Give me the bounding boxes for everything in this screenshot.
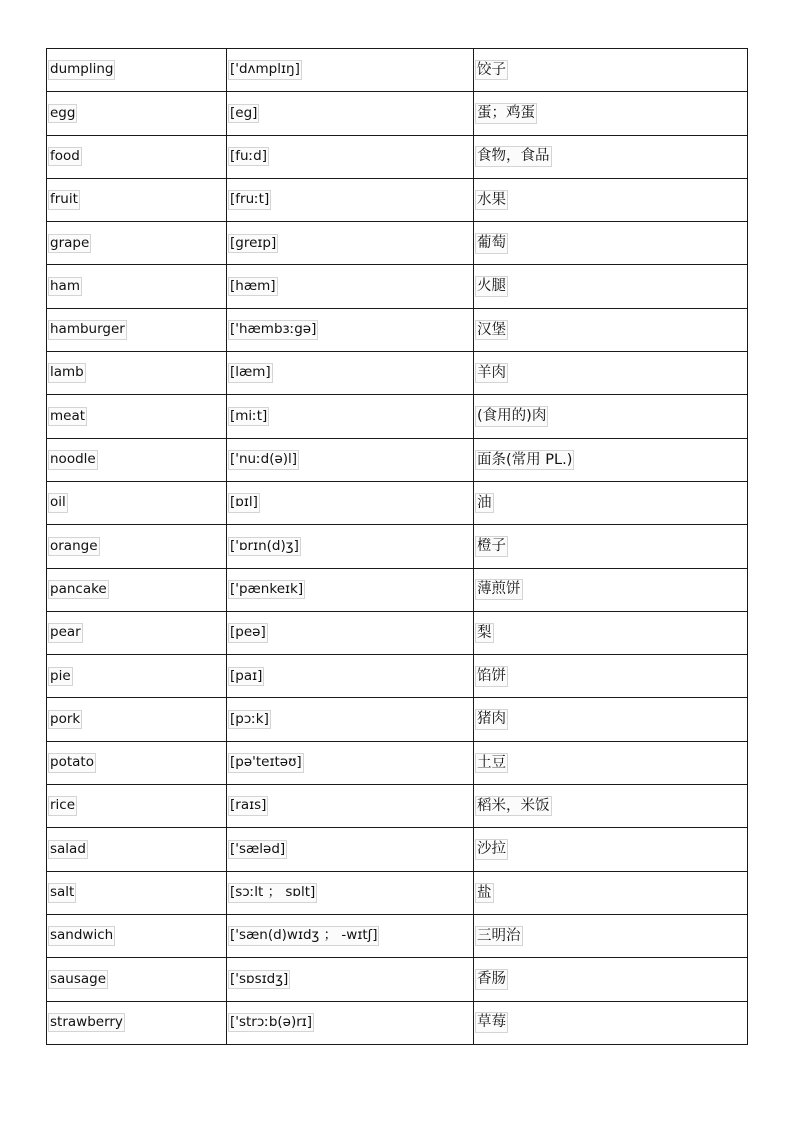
word-cell (47, 785, 227, 828)
meaning-cell (474, 871, 748, 914)
word-text: salad (48, 840, 88, 860)
word-text: potato (48, 753, 96, 773)
word-text: lamb (48, 363, 86, 383)
phonetic-text: [miːt] (228, 407, 269, 427)
meaning-cell (474, 135, 748, 178)
phonetic-cell (227, 481, 474, 524)
table-row (47, 525, 748, 568)
word-text: pie (48, 667, 73, 687)
phonetic-cell (227, 178, 474, 221)
meaning-cell (474, 525, 748, 568)
meaning-text: 稻米，米饭 (475, 796, 552, 817)
meaning-cell (474, 265, 748, 308)
word-cell (47, 871, 227, 914)
word-cell (47, 958, 227, 1001)
table-row (47, 1001, 748, 1044)
word-cell (47, 49, 227, 92)
meaning-text: 梨 (475, 623, 494, 644)
phonetic-cell (227, 611, 474, 654)
phonetic-cell (227, 698, 474, 741)
phonetic-text: [ɒɪl] (228, 493, 260, 513)
meaning-cell (474, 611, 748, 654)
meaning-cell (474, 655, 748, 698)
word-text: sandwich (48, 926, 115, 946)
word-cell (47, 178, 227, 221)
word-text: pancake (48, 580, 109, 600)
meaning-text: 火腿 (475, 276, 508, 297)
meaning-text: 葡萄 (475, 233, 508, 254)
word-cell (47, 222, 227, 265)
phonetic-text: [eg] (228, 104, 259, 124)
meaning-cell (474, 222, 748, 265)
phonetic-cell (227, 265, 474, 308)
phonetic-cell (227, 308, 474, 351)
phonetic-text: ['hæmbɜːgə] (228, 320, 318, 340)
phonetic-text: [sɔːlt ； sɒlt] (228, 883, 317, 903)
phonetic-cell (227, 525, 474, 568)
word-text: sausage (48, 970, 108, 990)
word-cell (47, 1001, 227, 1044)
meaning-cell (474, 92, 748, 135)
meaning-text: 三明治 (475, 926, 523, 947)
word-cell (47, 265, 227, 308)
word-cell (47, 828, 227, 871)
table-row (47, 49, 748, 92)
word-cell (47, 611, 227, 654)
meaning-text: 食物，食品 (475, 146, 552, 167)
word-cell (47, 568, 227, 611)
word-text: orange (48, 537, 100, 557)
meaning-text: 水果 (475, 190, 508, 211)
table-row (47, 828, 748, 871)
phonetic-cell (227, 741, 474, 784)
table-row (47, 914, 748, 957)
meaning-text: 草莓 (475, 1012, 508, 1033)
word-cell (47, 525, 227, 568)
phonetic-text: ['dʌmplɪŋ] (228, 60, 302, 80)
vocabulary-table (46, 48, 748, 1045)
word-text: hamburger (48, 320, 127, 340)
phonetic-cell (227, 352, 474, 395)
phonetic-cell (227, 135, 474, 178)
phonetic-text: ['nuːd(ə)l] (228, 450, 299, 470)
meaning-text: 羊肉 (475, 363, 508, 384)
phonetic-text: [hæm] (228, 277, 278, 297)
meaning-text: 橙子 (475, 536, 508, 557)
word-text: meat (48, 407, 87, 427)
word-text: food (48, 147, 82, 167)
table-row (47, 92, 748, 135)
table-row (47, 741, 748, 784)
meaning-text: 汉堡 (475, 320, 508, 341)
meaning-cell (474, 1001, 748, 1044)
meaning-text: 蛋；鸡蛋 (475, 103, 537, 124)
word-text: egg (48, 104, 77, 124)
word-text: grape (48, 234, 91, 254)
meaning-cell (474, 308, 748, 351)
phonetic-cell (227, 785, 474, 828)
phonetic-cell (227, 222, 474, 265)
meaning-text: 猪肉 (475, 709, 508, 730)
meaning-cell (474, 352, 748, 395)
phonetic-cell (227, 914, 474, 957)
table-row (47, 178, 748, 221)
table-row (47, 611, 748, 654)
word-cell (47, 395, 227, 438)
phonetic-cell (227, 49, 474, 92)
word-text: rice (48, 796, 77, 816)
word-cell (47, 308, 227, 351)
word-text: oil (48, 493, 68, 513)
meaning-cell (474, 828, 748, 871)
phonetic-text: [peə] (228, 623, 268, 643)
meaning-text: 油 (475, 493, 494, 514)
meaning-cell (474, 178, 748, 221)
word-text: pork (48, 710, 82, 730)
table-row (47, 785, 748, 828)
word-cell (47, 92, 227, 135)
meaning-text: 土豆 (475, 753, 508, 774)
table-row (47, 958, 748, 1001)
word-text: fruit (48, 190, 80, 210)
phonetic-cell (227, 438, 474, 481)
phonetic-text: [fruːt] (228, 190, 271, 210)
table-row (47, 568, 748, 611)
phonetic-text: [greɪp] (228, 234, 278, 254)
phonetic-text: ['sæləd] (228, 840, 287, 860)
word-cell (47, 698, 227, 741)
meaning-cell (474, 741, 748, 784)
meaning-cell (474, 958, 748, 1001)
meaning-text: 饺子 (475, 60, 508, 81)
meaning-text: 香肠 (475, 969, 508, 990)
word-cell (47, 135, 227, 178)
phonetic-cell (227, 958, 474, 1001)
meaning-text: 沙拉 (475, 839, 508, 860)
table-row (47, 871, 748, 914)
word-cell (47, 655, 227, 698)
table-row (47, 438, 748, 481)
phonetic-text: ['sæn(d)wɪdʒ ； -wɪtʃ] (228, 926, 379, 946)
phonetic-text: [raɪs] (228, 796, 268, 816)
word-cell (47, 438, 227, 481)
table-row (47, 135, 748, 178)
word-text: dumpling (48, 60, 115, 80)
table-row (47, 308, 748, 351)
word-cell (47, 352, 227, 395)
word-cell (47, 741, 227, 784)
meaning-text: 薄煎饼 (475, 579, 523, 600)
meaning-cell (474, 49, 748, 92)
meaning-text: 盐 (475, 883, 494, 904)
table-row (47, 265, 748, 308)
word-text: noodle (48, 450, 98, 470)
word-text: salt (48, 883, 76, 903)
phonetic-cell (227, 92, 474, 135)
meaning-cell (474, 481, 748, 524)
phonetic-cell (227, 871, 474, 914)
phonetic-cell (227, 395, 474, 438)
phonetic-cell (227, 828, 474, 871)
phonetic-text: [læm] (228, 363, 273, 383)
phonetic-text: ['ɒrɪn(d)ʒ] (228, 537, 301, 557)
word-text: strawberry (48, 1013, 125, 1033)
meaning-cell (474, 568, 748, 611)
word-text: pear (48, 623, 83, 643)
vocabulary-table-body (47, 49, 748, 1045)
word-cell (47, 481, 227, 524)
phonetic-text: [pɔːk] (228, 710, 271, 730)
meaning-text: 馅饼 (475, 666, 508, 687)
meaning-text: (食用的)肉 (475, 406, 548, 427)
table-row (47, 395, 748, 438)
phonetic-text: ['sɒsɪdʒ] (228, 970, 290, 990)
table-row (47, 352, 748, 395)
meaning-cell (474, 438, 748, 481)
phonetic-cell (227, 655, 474, 698)
meaning-cell (474, 395, 748, 438)
phonetic-text: [paɪ] (228, 667, 264, 687)
table-row (47, 698, 748, 741)
table-row (47, 655, 748, 698)
word-cell (47, 914, 227, 957)
word-text: ham (48, 277, 82, 297)
phonetic-text: [fuːd] (228, 147, 269, 167)
meaning-cell (474, 914, 748, 957)
phonetic-text: ['strɔːb(ə)rɪ] (228, 1013, 314, 1033)
meaning-text: 面条(常用 PL.) (475, 450, 574, 471)
phonetic-text: [pə'teɪtəʊ] (228, 753, 304, 773)
table-row (47, 222, 748, 265)
meaning-cell (474, 698, 748, 741)
phonetic-cell (227, 568, 474, 611)
phonetic-cell (227, 1001, 474, 1044)
table-row (47, 481, 748, 524)
phonetic-text: ['pænkeɪk] (228, 580, 305, 600)
meaning-cell (474, 785, 748, 828)
